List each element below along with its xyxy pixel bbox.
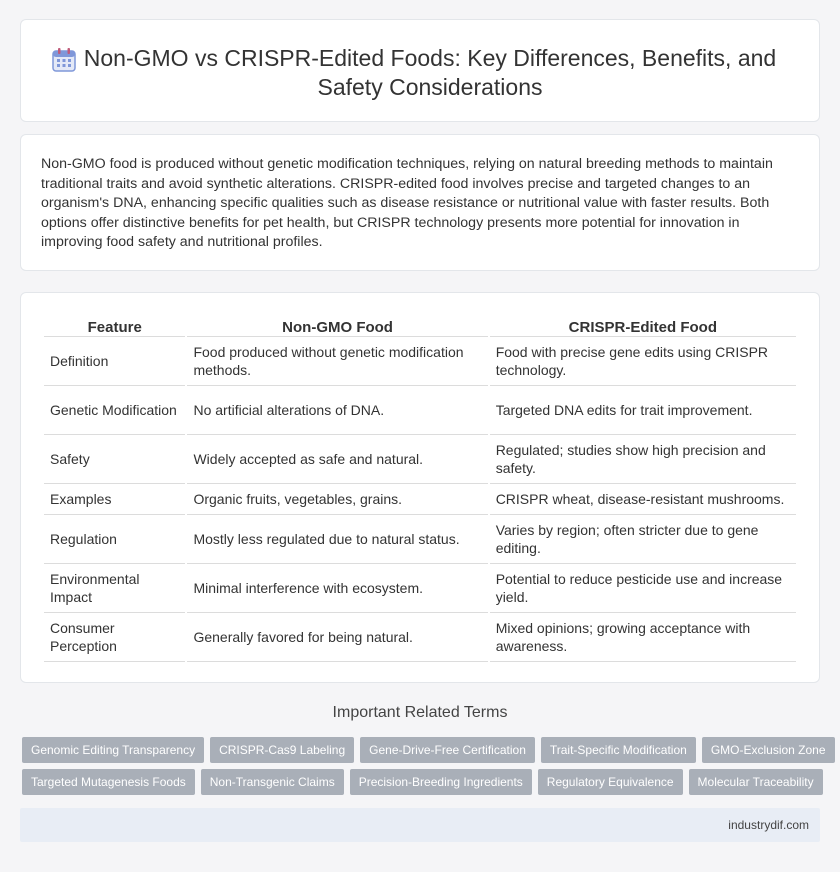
cell-crispr: Food with precise gene edits using CRISPR technology.: [490, 337, 796, 386]
table-row: [44, 564, 796, 613]
intro-paragraph: Non-GMO food is produced without genetic modification techniques, relying on natural breeding methods to maintain traditional traits and avoid synthetic alterations. CRISPR-edited food involves precise and targeted changes to an organism's DNA, enhancing specific qualities such as disease resistance or nutritional value with faster results. Both options offer distinctive benefits for pet health, but CRISPR technology presents more potential for innovation in improving food safety and nutritional profiles.: [41, 156, 773, 251]
tag-gene-drive-free-certification[interactable]: Gene-Drive-Free Certification: [360, 737, 535, 763]
cell-non-gmo: Widely accepted as safe and natural.: [187, 435, 487, 484]
table-row: [44, 484, 796, 515]
comparison-table: [42, 316, 798, 662]
cell-non-gmo: Mostly less regulated due to natural status.: [187, 515, 487, 564]
table-row: [44, 435, 796, 484]
tag-row: [22, 769, 822, 795]
cell-non-gmo: Organic fruits, vegetables, grains.: [187, 484, 487, 515]
related-terms-tags: [22, 737, 826, 801]
tag-molecular-traceability[interactable]: Molecular Traceability: [689, 769, 823, 795]
intro-card: [20, 134, 820, 271]
cell-non-gmo: No artificial alterations of DNA.: [187, 386, 487, 435]
footer-site[interactable]: industrydif.com: [728, 818, 809, 832]
tag-precision-breeding-ingredients[interactable]: Precision-Breeding Ingredients: [350, 769, 532, 795]
cell-crispr: Regulated; studies show high precision and safety.: [490, 435, 796, 484]
cell-non-gmo: Food produced without genetic modification methods.: [187, 337, 487, 386]
cell-feature: Environmental Impact: [44, 564, 185, 613]
header-non-gmo: Non-GMO Food: [187, 316, 487, 337]
tag-targeted-mutagenesis-foods[interactable]: Targeted Mutagenesis Foods: [22, 769, 195, 795]
cell-feature: Genetic Modification: [44, 386, 185, 435]
cell-feature: Regulation: [44, 515, 185, 564]
cell-feature: Examples: [44, 484, 185, 515]
footer: [20, 808, 820, 842]
cell-crispr: Mixed opinions; growing acceptance with awareness.: [490, 613, 796, 662]
tag-trait-specific-modification[interactable]: Trait-Specific Modification: [541, 737, 696, 763]
cell-feature: Consumer Perception: [44, 613, 185, 662]
cell-feature: Definition: [44, 337, 185, 386]
header-crispr: CRISPR-Edited Food: [490, 316, 796, 337]
header-feature: Feature: [44, 316, 185, 337]
tag-crispr-cas9-labeling[interactable]: CRISPR-Cas9 Labeling: [210, 737, 354, 763]
cell-feature: Safety: [44, 435, 185, 484]
page-title: Non-GMO vs CRISPR-Edited Foods: Key Differences, Benefits, and Safety Considerations: [83, 45, 777, 100]
cell-crispr: CRISPR wheat, disease-resistant mushrooms.: [490, 484, 796, 515]
related-terms-title: Important Related Terms: [332, 704, 508, 721]
table-row: [44, 386, 796, 435]
tag-genomic-editing-transparency[interactable]: Genomic Editing Transparency: [22, 737, 204, 763]
table-row: [44, 515, 796, 564]
cell-crispr: Potential to reduce pesticide use and increase yield.: [490, 564, 796, 613]
table-row: [44, 613, 796, 662]
cell-crispr: Targeted DNA edits for trait improvement.: [490, 386, 796, 435]
tag-row: [22, 737, 826, 763]
cell-crispr: Varies by region; often stricter due to gene editing.: [490, 515, 796, 564]
tag-gmo-exclusion-zone[interactable]: GMO-Exclusion Zone: [702, 737, 835, 763]
tag-non-transgenic-claims[interactable]: Non-Transgenic Claims: [201, 769, 344, 795]
table-row: [44, 337, 796, 386]
header-card: [20, 19, 820, 122]
tag-regulatory-equivalence[interactable]: Regulatory Equivalence: [538, 769, 683, 795]
cell-non-gmo: Minimal interference with ecosystem.: [187, 564, 487, 613]
cell-non-gmo: Generally favored for being natural.: [187, 613, 487, 662]
comparison-table-card: [20, 292, 820, 683]
